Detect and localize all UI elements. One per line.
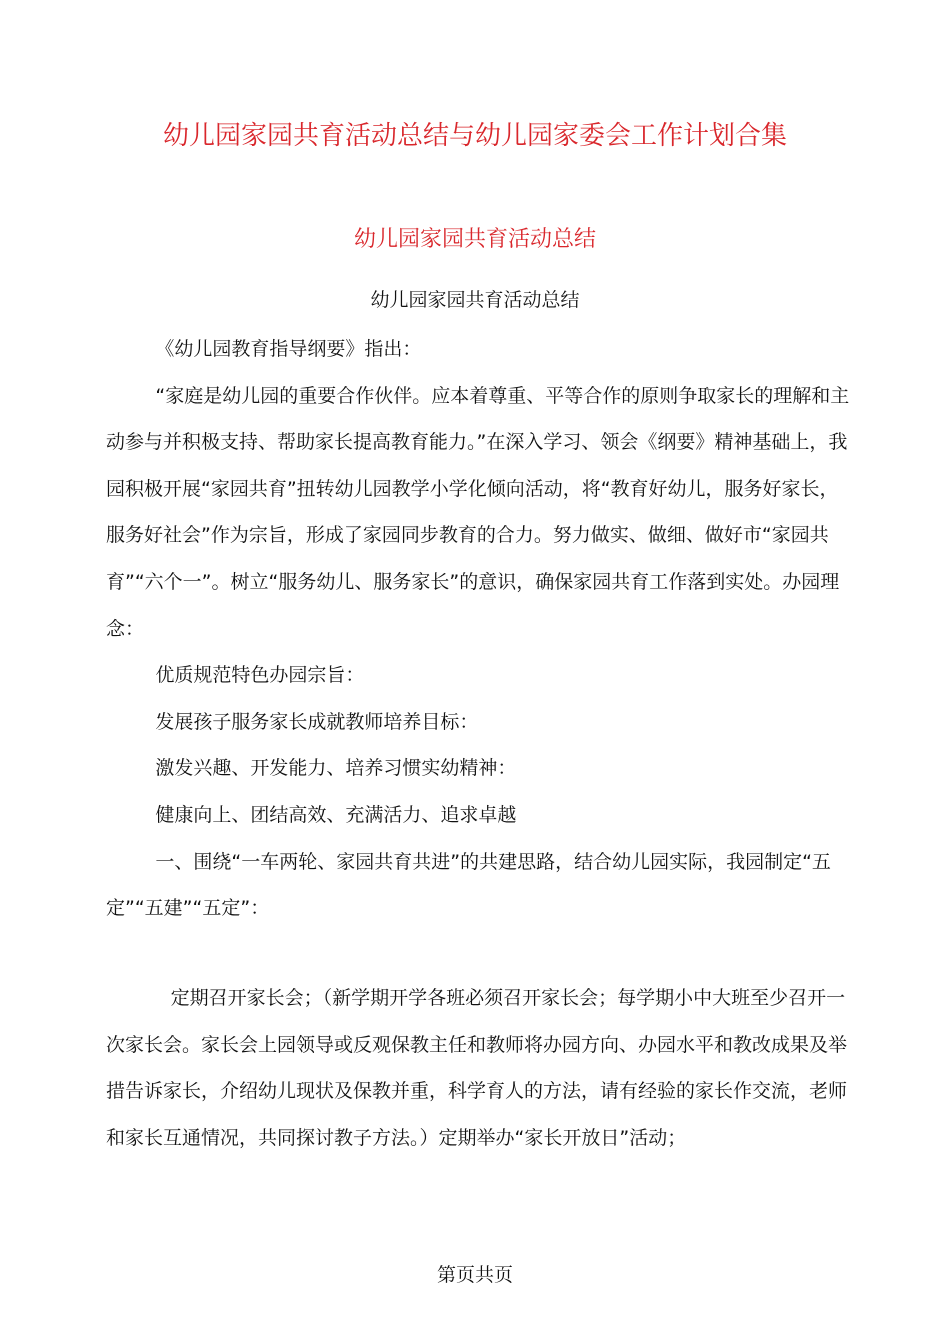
paragraph-spirit: 激发兴趣、开发能力、培养习惯实幼精神： xyxy=(155,757,517,780)
section-heading: 幼儿园家园共育活动总结 xyxy=(353,227,596,252)
paragraph-motto: 健康向上、团结高效、充满活力、追求卓越 xyxy=(155,803,517,826)
paragraph-purpose: 优质规范特色办园宗旨： xyxy=(155,664,365,687)
paragraph-quote-intro: 《幼儿园教育指导纲要》指出： xyxy=(155,338,422,360)
section-subtitle: 幼儿园家园共育活动总结 xyxy=(370,289,580,311)
body-text-block-2 xyxy=(106,975,856,1161)
page-footer: 第页共页 xyxy=(436,1264,513,1286)
body-text-block xyxy=(106,326,856,932)
paragraph-goal: 发展孩子服务家长成就教师培养目标： xyxy=(155,710,479,733)
document-title: 幼儿园家园共育活动总结与幼儿园家委会工作计划合集 xyxy=(162,121,787,151)
paragraph-parent-meeting: 定期召开家长会；（新学期开学各班必须召开家长会；每学期小中大班至少召开一次家长会。家长会上园领导或反观保教主任和教师将办园方向、办园水平和教改成果及举措告诉家长，介绍幼儿现状及保教并重，科学育人的方法，请有经验的家长作交流，老师和家长互通情况，共同探讨教子方法。）定期举办“家长开放日”活动； xyxy=(106,987,848,1149)
paragraph-section-one: 一、围绕“一车两轮、家园共育共进”的共建思路，结合幼儿园实际，我园制定“五定”“五建”“五定”： xyxy=(106,850,831,920)
paragraph-quote: “家庭是幼儿园的重要合作伙伴。应本着尊重、平等合作的原则争取家长的理解和主动参与并积极支持、帮助家长提高教育能力。”在深入学习、领会《纲要》精神基础上，我园积极开展“家园共育”扭转幼儿园教学小学化倾向活动，将“教育好幼儿，服务好家长，服务好社会”作为宗旨，形成了家园同步教育的合力。努力做实、做细、做好市“家园共育”“六个一”。树立“服务幼儿、服务家长”的意识，确保家园共育工作落到实处。办园理念： xyxy=(106,384,850,640)
